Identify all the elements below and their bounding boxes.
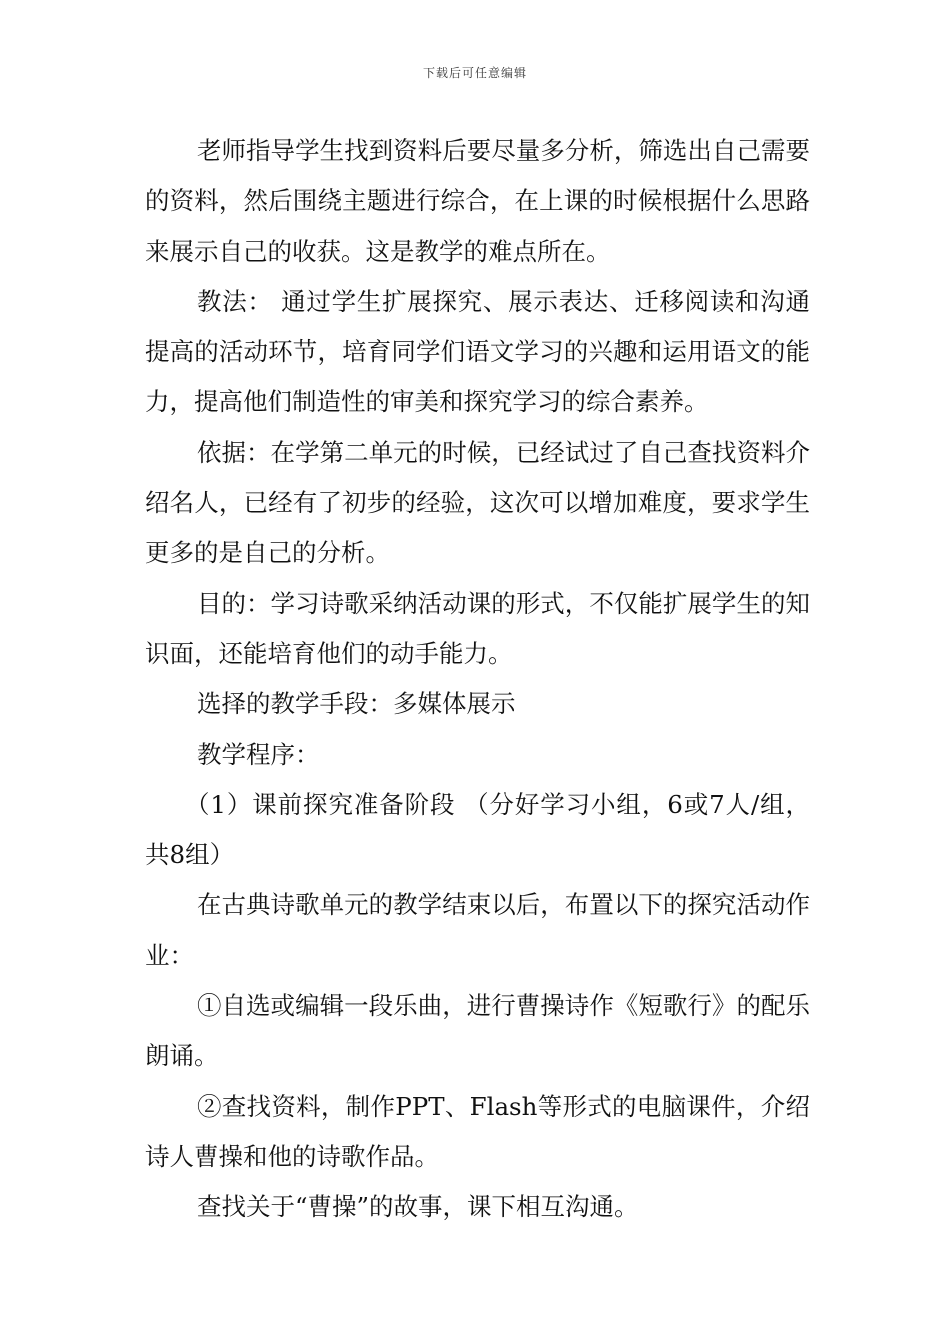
page-header: 下载后可任意编辑 — [422, 66, 527, 80]
paragraph-teaching-means: 选择的教学手段：多媒体展示 — [197, 689, 516, 719]
paragraph-assignment-2: ②查找资料，制作PPT、Flash等形式的电脑课件，介绍诗人曹操和他的诗歌作品。 — [145, 1091, 810, 1171]
document-body — [145, 126, 810, 1233]
paragraph-assignment-3: 查找关于“曹操”的故事，课下相互沟通。 — [197, 1192, 639, 1222]
paragraph-assignment-intro: 在古典诗歌单元的教学结束以后，布置以下的探究活动作业： — [145, 890, 810, 970]
paragraph-difficulty: 老师指导学生找到资料后要尽量多分析，筛选出自己需要的资料，然后围绕主题进行综合，在上课的时候根据什么思路来展示自己的收获。这是教学的难点所在。 — [145, 136, 810, 266]
paragraph-basis: 依据：在学第二单元的时候，已经试过了自己查找资料介绍名人，已经有了初步的经验，这次可以增加难度，要求学生更多的是自己的分析。 — [145, 437, 810, 568]
paragraph-purpose: 目的：学习诗歌采纳活动课的形式，不仅能扩展学生的知识面，还能培育他们的动手能力。 — [145, 588, 810, 668]
paragraph-assignment-1: ①自选或编辑一段乐曲，进行曹操诗作《短歌行》的配乐朗诵。 — [145, 991, 810, 1071]
paragraph-stage-one: （1）课前探究准备阶段 （分好学习小组，6或7人/组，共8组） — [145, 789, 810, 870]
paragraph-teaching-procedure: 教学程序： — [197, 739, 320, 769]
paragraph-teaching-method: 教法： 通过学生扩展探究、展示表达、迁移阅读和沟通提高的活动环节，培育同学们语文学习的兴趣和运用语文的能力，提高他们制造性的审美和探究学习的综合素养。 — [145, 286, 810, 417]
